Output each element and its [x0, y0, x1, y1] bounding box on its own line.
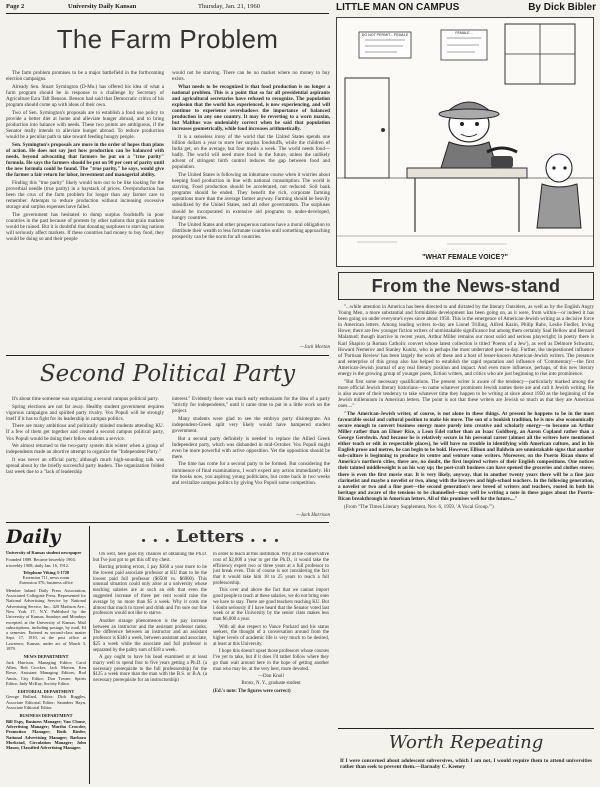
letter-paragraph: Oh well, here goes my chances of obtaining the Ph.D. but I've just got to get this off my chest.: [93, 552, 207, 563]
letter-paragraph: in order to teach at this institution. Why at the conservative cost of $2,000 a year to get the Ph.D., it would take the efficiency expert two or three years at a full professor to just break even. This of course is not considering the fact that it would take him 18 to 25 years to reach a full professorship.: [213, 552, 329, 586]
cartoon-sign-text-2: FEMALE...: [455, 31, 473, 35]
farm-column-1: [6, 70, 164, 350]
letter-paragraph: This over and above the fact that we cannot import good people to teach at these salaries, we do not bring ones we have to stay. There are good teachers teaching KU. But I doubt seriously if I have heard that the Senator voted last week or at the University by the senior class makes less than $6,000 a year.: [213, 588, 329, 623]
masthead-line: Telephone Viking 3-1720: [22, 569, 70, 575]
farm-paragraph: The United States and other prosperous nations have a moral obligation to distribute their wealth to less fortunate countries until something approaching prosperity can be the norm for all countries.: [172, 222, 330, 241]
cartoon-panel: [336, 17, 594, 267]
page-header: [6, 3, 328, 12]
letter-paragraph: I hope this doesn't upset those professors whose courses I've yet to take, but if it does I'd rather follow where they go than wait around here in the hope of getting another man who may be, at the very best, more devoted.: [213, 649, 329, 672]
letters-column-2: [213, 552, 329, 784]
farm-paragraph: Sen. Symington's proposals are more in the order of hopes than plans of action. He does not say just how production can be balanced with needs, beyond advocating that farmers be put on a "true parity" formula. He says the farmers should be put on 90 per cent of parity until the new formula could be found. The "true parity," he says, would give the farmer a fair return for labor, investment and managerial ability.: [6, 141, 164, 178]
letters-column-1: [93, 552, 207, 784]
editorial-dept-heading: EDITORIAL DEPARTMENT: [17, 689, 75, 695]
party-paragraph: Many students were glad to see the embryo party disintegrate. An independent-Greek split very likely would have hampered student government.: [172, 415, 330, 434]
repeating-headline: Worth Repeating: [388, 732, 544, 753]
farm-headline: The Farm Problem: [56, 24, 279, 54]
letter-paragraph: With all due respect to Vance Packard and his status seekers, the thought of a conversation around from the higher levels of academic life is very much to be desired, at least at this University.: [213, 624, 329, 647]
newsstand-headline: From the News-stand: [371, 276, 561, 296]
farm-paragraph: It is a senseless irony of the world that the United States spends one billion dollars a year to store her surplus foodstuffs, while the children of India get, on the average, but four meals a week. The world needs food—badly. The world will need more food in the future, unless the unlikely advent of stringent birth control reduces the gap between food and population.: [172, 133, 330, 171]
editor-note: (Ed.'s note: The figures were correct): [213, 688, 291, 694]
comic-header: [336, 2, 598, 16]
comic-author: By Dick Bibler: [528, 2, 596, 13]
header-rule: [6, 13, 329, 14]
party-paragraph: It's about time someone was organizing a second campus political party.: [12, 396, 159, 402]
party-paragraph: The time has come for a second party to be formed. But considering the imminence of final examinations, I won't expect any action immediately. Hit the books now, you aspiring young politicians, but come back in two weeks and revitalize campus politics by giving Vox Populi some competition.: [172, 461, 330, 486]
letters-headline: . . . Letters . . .: [140, 527, 280, 547]
news-dept-staff: Jack Harrison, Managing Editor; Carol Allen, Bob Crocker, Jack Morton, Ken Rowe, Assistant Managing Editors; Rod Annis, City Editor; Don Towne, Sports Editor; Judy McKay, Society Editor.: [6, 659, 86, 686]
newsstand-paragraph: "...while attention in America has been directed to and dictated by the literary Outsiders, as well as by the English Angry Young Men, a more substantial and formidable development has been going on, as it were, from within—or indeed it has been going on under everyone's eyes since about 1950. This is the emergence of American-Jewish writing as a decisive force in American letters. Among leading writers to-day are Lionel Trilling, Alfred Kazin, Philip Rahv, Leslie Fiedler, Irving Howe; there are few younger fiction writers of unmistakable significance but among them certainly Saul Bellow and Bernard Malamud; though inactive in recent years, Arthur Miller remains our most solid and serious playwright; in poetry there is Karl Shapiro (a Roman Catholic convert whose latest collection is titled 'Poems of a Jew'), as well as Delmore Schwartz, Howard Nemerov and Stanley Kunitz, who is perhaps the most underrated poet to-day. Further, the unquestioned influence of 'Partisan Review' has been largely the work of these and a host of lesser-known American-Jewish writers. The presence and enterprise of this group also has helped to establish the rapid reputation and influence of 'Commentary'—the first American-Jewish journal of any real literary position and impact. And even more influence, perhaps, of this new literary energy is the growing group of younger poets, fiction writers, and critics who are just beginning to rise into prominence.: [338, 304, 594, 378]
page-number: Page 2: [6, 3, 25, 10]
party-paragraph: There are many ambitious and politically minded students attending KU. If a few of them get together and created a second campus political party, Vox Populi would be doing their fellow students a service.: [6, 423, 164, 442]
letter-paragraph: Barring printing errors, I pay $360 a year more to be the lowest paid associate professor at KU than to be the lowest paid full professor ($6500 vs. $6900). This unusual situation could only arise at a university whose teaching salaries are at such an ebb that even the suggested increase of three per cent would raise the average by no more than $5 a week. Why it costs me almost that much to travel and drink and I'm sure our fine professors would not like to starve.: [93, 565, 207, 617]
masthead-line: Founded 1889. Became biweekly 1904, triweekly 1908, daily Jan. 16, 1912.: [6, 557, 76, 568]
masthead-line: Member Inland Daily Press Association, Associated Collegiate Press. Represented for National Advertising Service by National Advertising Service, Inc., 420 Madison Ave., New York 17, N.Y. Published by the University of Kansas, Sundays and Mondays excepted, at the University of Kansas. Mail subscriptions, including postage, by mail, $4 a semester. Entered as second-class matter Sept. 17, 1910, at the post office at Lawrence, Kansas, under act of March 3, 1879.: [6, 587, 86, 652]
masthead-title: Daily: [6, 526, 61, 548]
paper-name: University Daily Kansan: [68, 3, 137, 10]
farm-paragraph: Two of Sen. Symington's proposals are to establish a food use policy to provide a better diet at home and alleviate hunger abroad, and to bring production into balance with needs. These two points are ambiguous, if the Senator really intends to alleviate hunger abroad. To reduce production would be a peculiar path to take toward feeding hungry people.: [6, 109, 164, 140]
party-column-1: [6, 396, 164, 518]
masthead-body: [6, 550, 86, 784]
farm-paragraph: would not be starving. There can be no market where no money to buy exists.: [172, 70, 330, 83]
farm-paragraph: The government has hesitated to dump surplus foodstuffs in poor countries in the past because of protests by other nations that grain markets would be ruined. But it is doubtful that donating surpluses to starving nations will seriously affect markets. If these countries had money to buy food, they would be doing so and their people: [6, 211, 164, 242]
newsstand-body: [338, 304, 594, 724]
news-dept-heading: NEWS DEPARTMENT: [23, 654, 69, 660]
newsstand-paragraph: "But first some necessary qualifications. The present writer is aware of the tendency—particularly marked among the more official Jewish literary historians—to name whatever prominent Jewish names there are and call it Jewish writing. He is also aware of their tendency to take whatever time they happen to be writing at since about 1950 as the beginning of the Jewish millennium in American letters. The point is not that these writers are Jewish so much as that they are American ones....": [338, 378, 594, 409]
party-paragraph: Spring elections are not far away. Healthy student government requires vigorous campaigns and spirited party rivalry. Vox Populi will be strongly itself if it has to fight for its leadership in campus politics.: [6, 403, 164, 422]
letter-signature-title: Bronx, N. Y., graduate student: [241, 681, 301, 687]
party-headline: Second Political Party: [39, 361, 296, 387]
letter-paragraph: Another strange phenomenon is the pay increase between an instructor and the assistant professor ranks. The difference between an instructor and an assistant professor is $340 a week, between assistant and associate, $25 a week while the associate and full professor is separated by the paltry sum of $18 a week.: [93, 618, 207, 653]
comic-title: LITTLE MAN ON CAMPUS: [336, 2, 460, 13]
farm-paragraph: The farm problem promises to be a major battlefield in the forthcoming election campaigns.: [6, 70, 164, 83]
party-paragraph: interest." Evidently there was much early enthusiasm for the idea of a party "strictly for independents," until it came time to put in a little work on the project.: [172, 396, 330, 415]
cartoon-caption: "WHAT FEMALE VOICE?": [422, 254, 508, 261]
farm-paragraph: Already Sen. Stuart Symington (D-Mo.) has offered his idea of what a farm program should be in response to a challenge by Secretary of Agriculture Ezra Taft Benson. Benson had said that Democratic critics of his program should come up with ideas of their own.: [6, 83, 164, 108]
party-paragraph: It was never an official party, although much high-sounding talk was spread about by the briefly successful party leaders. The organization folded last week due to a "lack of leadership: [6, 456, 164, 476]
masthead-line: Extension 711, news room: [22, 575, 70, 581]
farm-paragraph: What needs to be recognized is that food production is no longer a national problem. This is a point that so far all presidential aspirants and agricultural secretaries have refused to recognize. The population explosion that the world has experienced, is now experiencing, and will continue to experience overshadows the importance of balanced production in any one country. It may be reverting to a worn maxim, but Malthus was undeniably correct when he said that population increases geometrically, while food increases arithmetically.: [172, 83, 330, 133]
repeating-quote: If I were concerned about adolescent subversives, which I am not, I would require them to attend universities rather than seek to prevent them.—Barnaby C. Keeney: [340, 758, 592, 771]
masthead-divider: [89, 526, 90, 784]
farm-column-2: [172, 70, 330, 344]
business-dept-heading: BUSINESS DEPARTMENT: [19, 713, 73, 719]
cartoon-sign-text-1: DO NOT PERMIT... FEMALE: [361, 33, 409, 37]
editorial-dept-staff: George Bullard, Editor; Dick Ruggles, Associate Editorial Editor; Saunders Hayn, Associate Editorial Editor.: [6, 694, 86, 711]
repeating-top-rule: [338, 728, 594, 729]
issue-date: Thursday, Jan. 21, 1960: [198, 3, 261, 10]
masthead-line: Extension 376, business office: [19, 580, 73, 586]
farm-byline: —Jack Morton: [299, 344, 330, 350]
farm-paragraph: Finding this "true parity" likely would turn out to be like looking for the proverbial needle (true parity) in a haystack of prices. Overproduction has been the crux of the farm problem for longer than any farmer care to remember. Attempts to reduce production without increasing excessive storage and surplus expenses have failed.: [6, 179, 164, 210]
party-paragraph: But a second party definitely is needed to replace the Allied Greek Independent party, which was disbanded in mid-October. Vox Populi might even be more powerful with active opposition. Yet the opposition should be there.: [172, 435, 330, 460]
newsstand-paragraph: "The American-Jewish writer, of course, is not alone in these things. At present he happens to be in the most favourable social and cultural position to make his move. The son of a bookish tradition, he is now also economically secure enough to convert business energy more purely into creative and scholarly energy—to become an Arthur Miller rather than an Elmer Rice, a Leon Edel rather than an Isaac Goldberg, an Aaron Copland rather than a George Gershwin. And because he is relatively secure in his personal career (almost all the writers here mentioned either teach or edit in respectable places), he will have no trouble in identifying with American culture, and in his English prose and metres, he can begin to be bold. However, Ellison and Baldwin are unmistakable signs that another sub-culture is beginning to produce its centre and venture some writers. Moreover, on the Puerto Rican slums of America's northern cities, there are, no doubt, the first inspired writers of their English compositions. One notices their tainted middleweight is on his way up; the post-craft business can have opened the groceries and clothes stores; there is even the first movie star. It is very likely, anyway, that in another twenty years there will be a fine jazz clarinetist and maybe a novelist or two, along with the lawyers and high-school teachers. In the following generation, a novelist or two and a fine poet—the second generation's new breed of writers and teachers, rooted in both his heritage and aware of the tensions to be channelled—may well be writing a note in these pages about the Puerto-Rican breakthrough in American letters. All of this promises well for the future....": [338, 410, 594, 502]
party-bottom-rule: [6, 522, 329, 523]
cartoon-drawing: [337, 18, 593, 266]
farm-paragraph: The United States is following an inhumane course when it worries about keeping food production in line with national consumption. The world is starving. Food production should be accelerated, not reduced. Soil bank programs should be ended. They benefit the rich, corporate farming operations more than the average farmer anyway. Farming should be heavily subsidized by the United States, and all other governments. The surpluses should be incorporated in extensive aid programs to under-developed, hungry countries.: [172, 172, 330, 221]
party-paragraph: We almost returned to the two-party system this winter when a group of independents made an abortive attempt to organize the "Independent Party.": [6, 443, 164, 456]
party-byline: —Jack Harrison: [296, 512, 330, 518]
newsstand-paragraph: (From "The Times Literary Supplement, Nov. 6, 1959, 'A Vocal Group.'"): [344, 503, 494, 510]
letter-paragraph: A guy ought to have his head examined or at least marry well to spend four to five years getting a Ph.D. (a necessary prerequisite to the full professorship) for the $125 a week more than the man with the B.S. or B.A. (a necessary prerequisite for an instructorship): [93, 655, 207, 684]
party-top-rule: [6, 355, 329, 356]
masthead-subtitle: University of Kansas student newspaper: [6, 550, 82, 555]
party-column-2: [172, 396, 330, 512]
business-dept-staff: Bill Espy, Business Manager; Van Clouse, Advertising Manager; Martha Crowder, Promotion Manager; Ruth Rieder, National Advertising Manager; Barbara Morkstad, Circulation Manager; John Mason, Classified Advertising Manager.: [6, 718, 86, 751]
letter-signature: —Don Knoll: [258, 673, 284, 679]
